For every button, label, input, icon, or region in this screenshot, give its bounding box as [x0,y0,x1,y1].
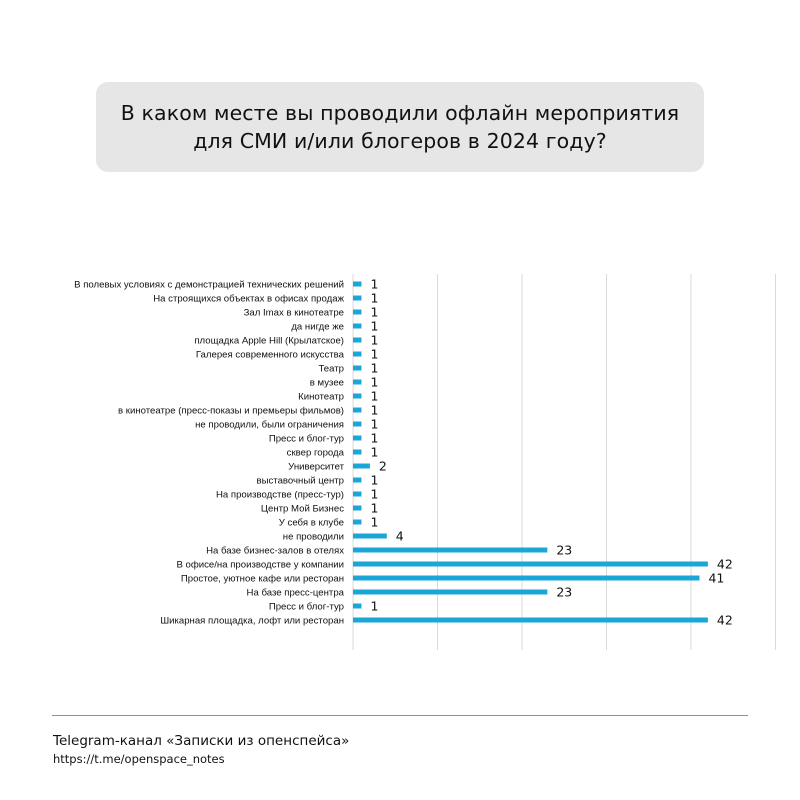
category-label: площадка Apple Hill (Крылатское) [194,335,344,347]
bar [353,590,547,595]
bar [353,436,361,441]
value-label: 1 [370,374,379,390]
bar-chart [0,270,800,650]
bar [353,296,361,301]
value-label: 23 [556,542,573,558]
category-label: Галерея современного искусства [195,349,344,361]
value-label: 1 [370,276,379,292]
bar [353,324,361,329]
value-label: 1 [370,402,379,418]
value-label: 1 [370,290,379,306]
category-label: Пресс и блог-тур [268,433,344,445]
category-label: да нигде же [291,321,344,333]
value-label: 1 [370,514,379,530]
value-label: 1 [370,332,379,348]
bar [353,604,361,609]
category-label: На базе пресс-центра [246,587,344,599]
footer-divider [52,715,748,716]
value-label: 1 [370,318,379,334]
bar [353,380,361,385]
bar [353,366,361,371]
category-label: Университет [288,461,344,473]
bar [353,576,699,581]
bar [353,408,361,413]
category-label: выставочный центр [256,475,344,487]
footer-channel-link[interactable]: https://t.me/openspace_notes [53,752,225,766]
value-label: 42 [716,612,733,628]
bar [353,422,361,427]
bar [353,618,708,623]
value-label: 1 [370,472,379,488]
category-label: в кинотеатре (пресс-показы и премьеры фильмов) [118,405,344,417]
bar [353,534,387,539]
value-label: 2 [378,458,387,474]
category-label: Пресс и блог-тур [268,601,344,613]
category-label: сквер города [286,447,344,459]
value-label: 1 [370,500,379,516]
value-label: 42 [716,556,733,572]
category-label: В полевых условиях с демонстрацией технических решений [74,279,344,291]
bar [353,310,361,315]
value-label: 1 [370,388,379,404]
bar [353,282,361,287]
category-label: У себя в клубе [278,517,344,529]
footer-channel-name: Telegram-канал «Записки из опенспейса» [53,733,350,749]
chart-title: В каком месте вы проводили офлайн мероприятия для СМИ и/или блогеров в 2024 году? [120,101,680,153]
value-label: 41 [708,570,725,586]
category-label: На строящихся объектах в офисах продаж [153,293,344,305]
category-label: На производстве (пресс-тур) [215,489,344,501]
category-label: не проводили [282,531,344,543]
bar [353,492,361,497]
value-label: 1 [370,346,379,362]
category-label: Кинотеатр [298,391,344,403]
category-label: не проводили, были ограничения [195,419,344,431]
value-label: 1 [370,304,379,320]
bar [353,394,361,399]
category-label: Шикарная площадка, лофт или ресторан [160,615,344,627]
category-label: в музее [309,377,344,389]
value-label: 1 [370,486,379,502]
value-label: 1 [370,416,379,432]
value-label: 1 [370,360,379,376]
value-label: 1 [370,444,379,460]
category-label: Зал Imax в кинотеатре [243,307,344,319]
bar [353,548,547,553]
bar [353,464,370,469]
bar [353,478,361,483]
value-label: 1 [370,598,379,614]
value-label: 4 [395,528,404,544]
title-box [96,82,704,172]
bar [353,520,361,525]
category-label: Простое, уютное кафе или ресторан [180,573,344,585]
value-label: 23 [556,584,573,600]
category-label: На базе бизнес-залов в отелях [206,545,344,557]
category-label: Театр [318,363,344,375]
bar [353,352,361,357]
category-label: В офисе/на производстве у компании [176,559,344,571]
category-label: Центр Мой Бизнес [260,503,344,515]
bar [353,450,361,455]
bar [353,562,708,567]
bar [353,338,361,343]
bar [353,506,361,511]
value-label: 1 [370,430,379,446]
